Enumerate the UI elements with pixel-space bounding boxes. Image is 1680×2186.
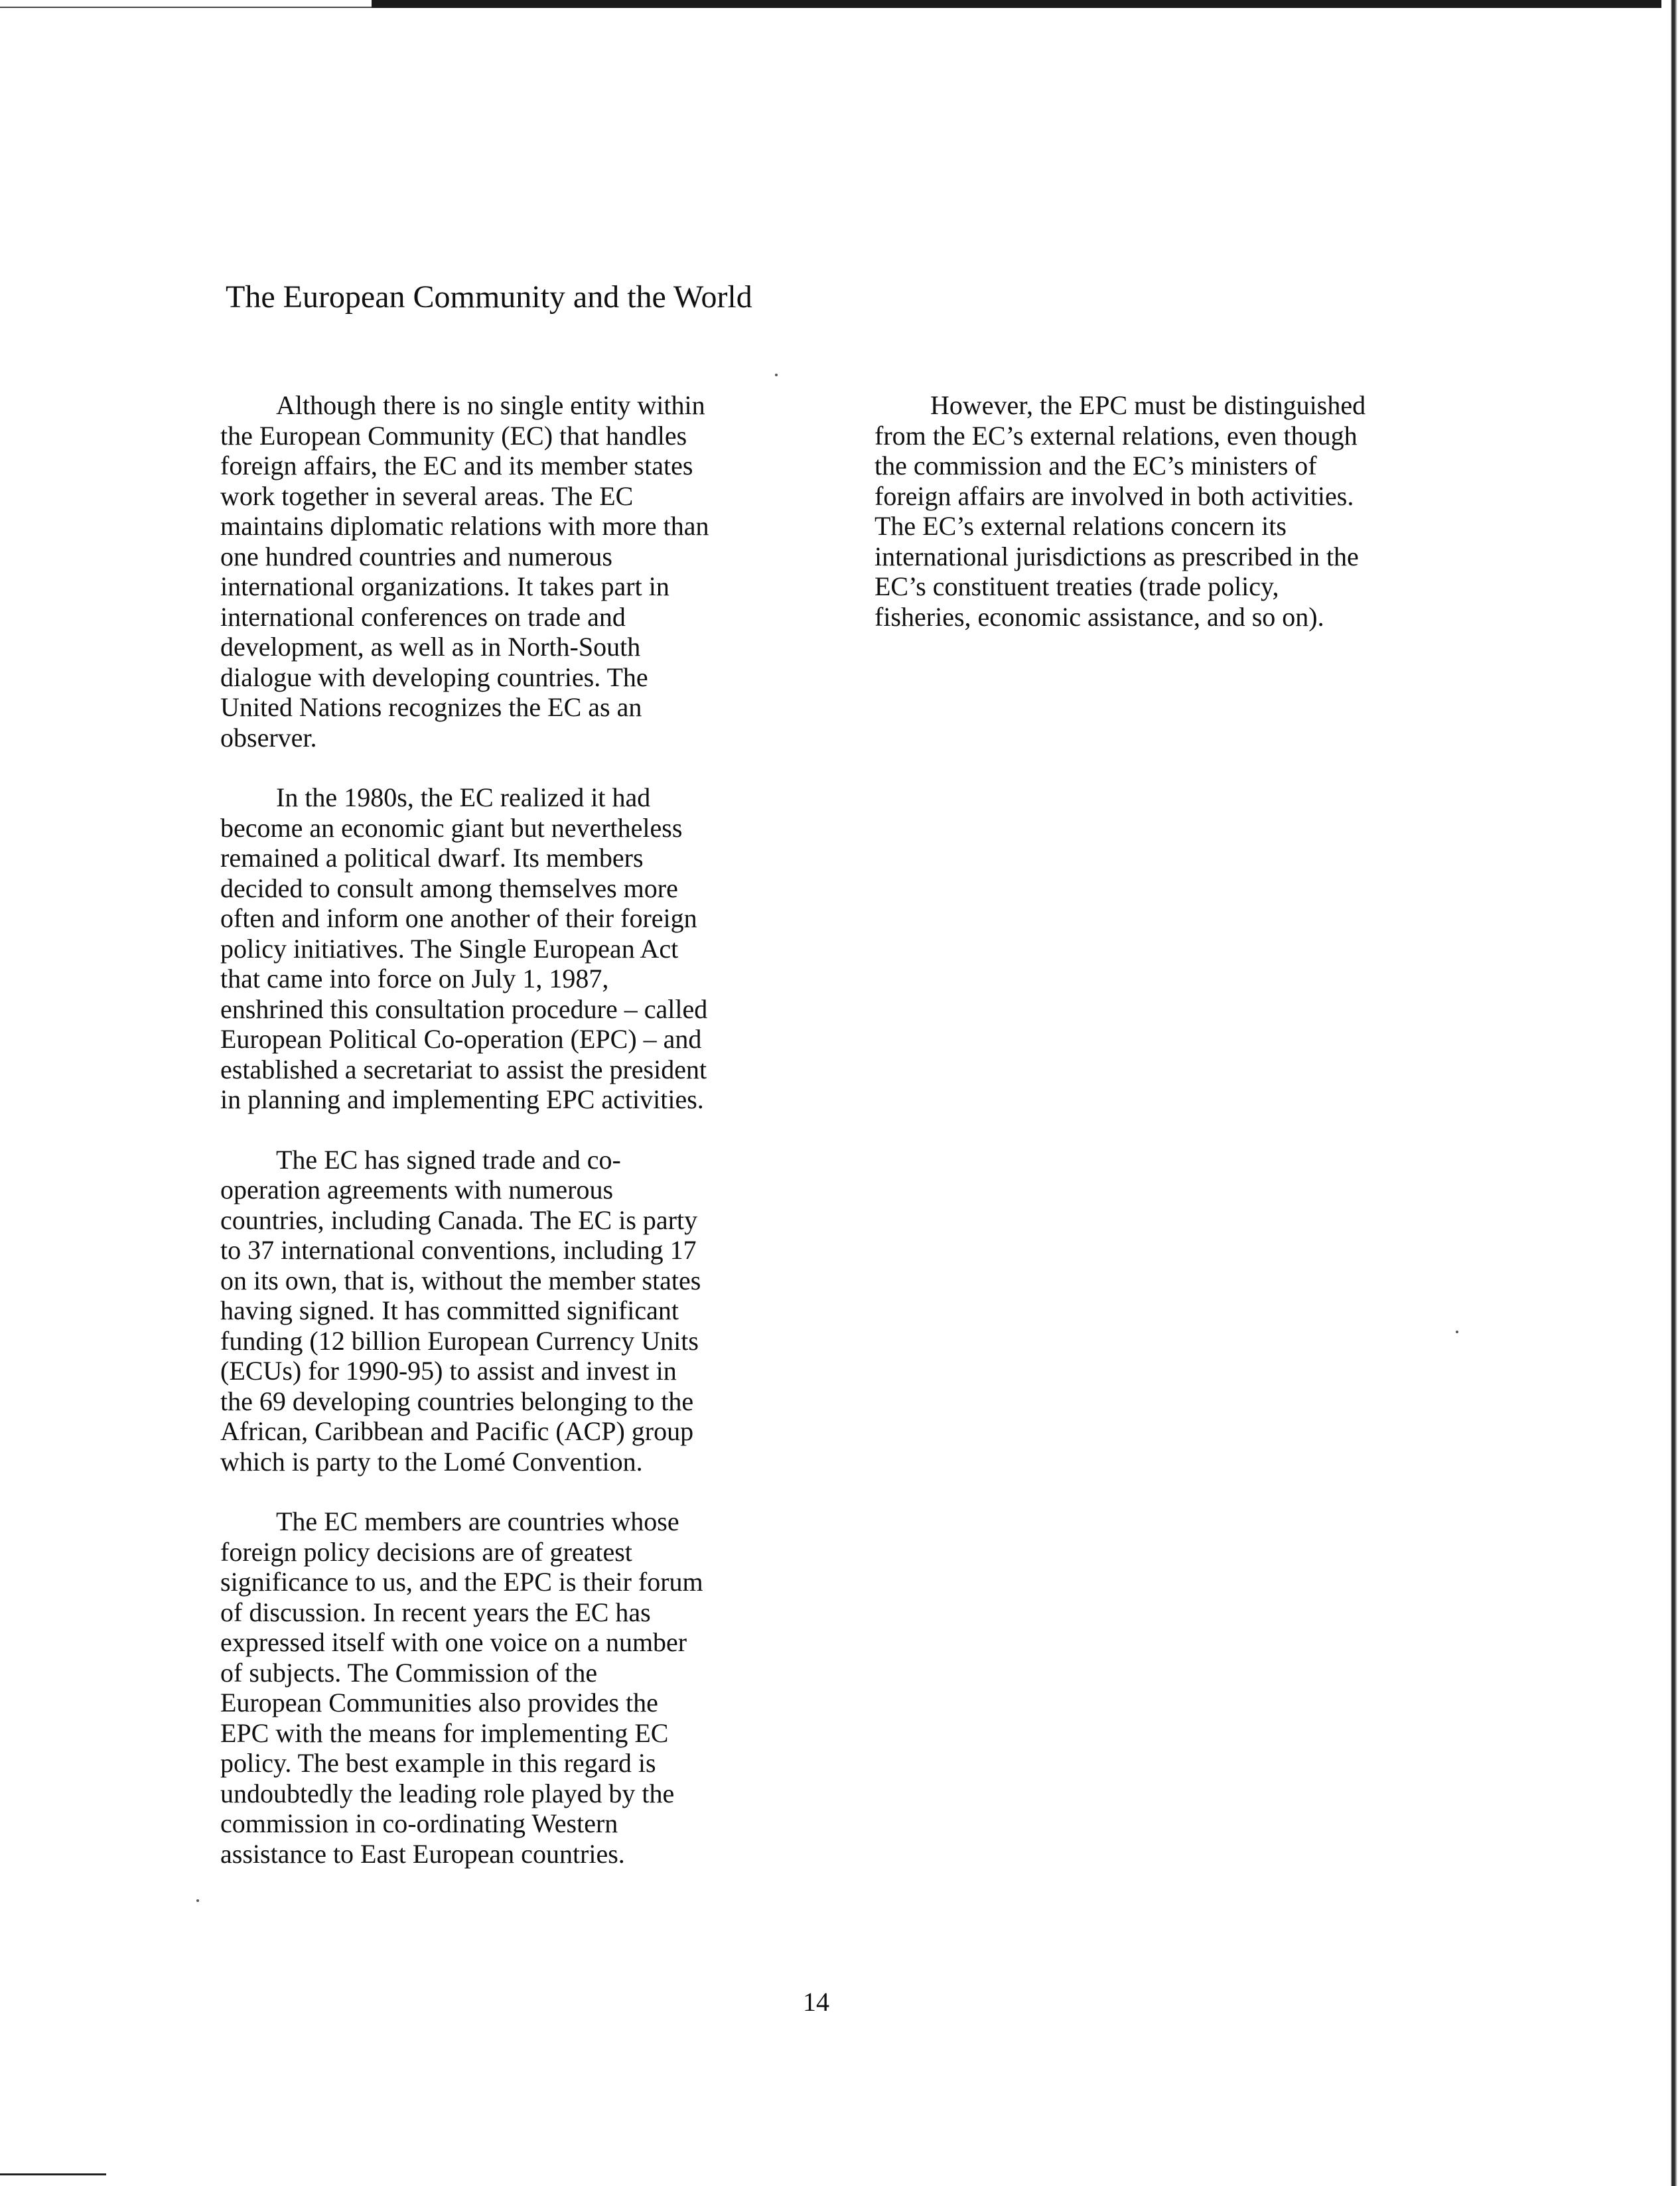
scan-speck [1456,1331,1458,1333]
paragraph-agreements: The EC has signed trade and co- operation agreements with numerous countries, including Canada. The EC is party to 37 international conventions, including 17 on its own, that is, without the member states having signed. It has committed significant funding (12 billion European Currency Units (ECUs) for 1990-95) to assist and invest in the 69 developing countries belonging to the African, Caribbean and Pacific (ACP) group which is party to the Lomé Convention. [220,1144,701,1477]
scan-top-border [372,0,1680,8]
right-column [875,390,1458,662]
scan-right-edge [1661,0,1680,2186]
scan-speck [775,374,778,376]
scan-speck [196,1899,199,1902]
page-number: 14 [803,1987,829,2017]
paragraph-external-relations: However, the EPC must be distinguished from the EC’s external relations, even though the commission and the EC’s ministers of foreign affairs are involved in both activities. The EC’s external relations concern its international jurisdictions as prescribed in the EC’s constituent treaties (trade policy, fisheries, economic assistance, and so on). [875,390,1366,632]
paragraph-members: The EC members are countries whose foreign policy decisions are of greatest significance to us, and the EPC is their forum of discussion. In recent years the EC has expressed itself with one voice on a number of subjects. The Commission of the European Communities also provides the EPC with the means for implementing EC policy. The best example in this regard is undoubtedly the leading role played by the commission in co-ordinating Western assistance to East European countries. [220,1506,703,1869]
paragraph-1980s: In the 1980s, the EC realized it had become an economic giant but nevertheless remained a political dwarf. Its members decided to consult among themselves more often and inform one another of their foreign policy initiatives. The Single European Act that came into force on July 1, 1987, enshrined this consultation procedure – called European Political Co-operation (EPC) – and established a secretariat to assist the president in planning and implementing EPC activities. [220,782,708,1114]
page-title: The European Community and the World [226,279,752,315]
paragraph-intro: Although there is no single entity within the European Community (EC) that handles foreign affairs, the EC and its member states work together in several areas. The EC maintains diplomatic relations with more than one hundred countries and numerous international organizations. It takes part in international conferences on trade and development, as well as in North-South dialogue with developing countries. The United Nations recognizes the EC as an observer. [220,390,709,753]
left-column [220,390,791,1899]
scan-bottom-left-mark [0,2173,106,2175]
